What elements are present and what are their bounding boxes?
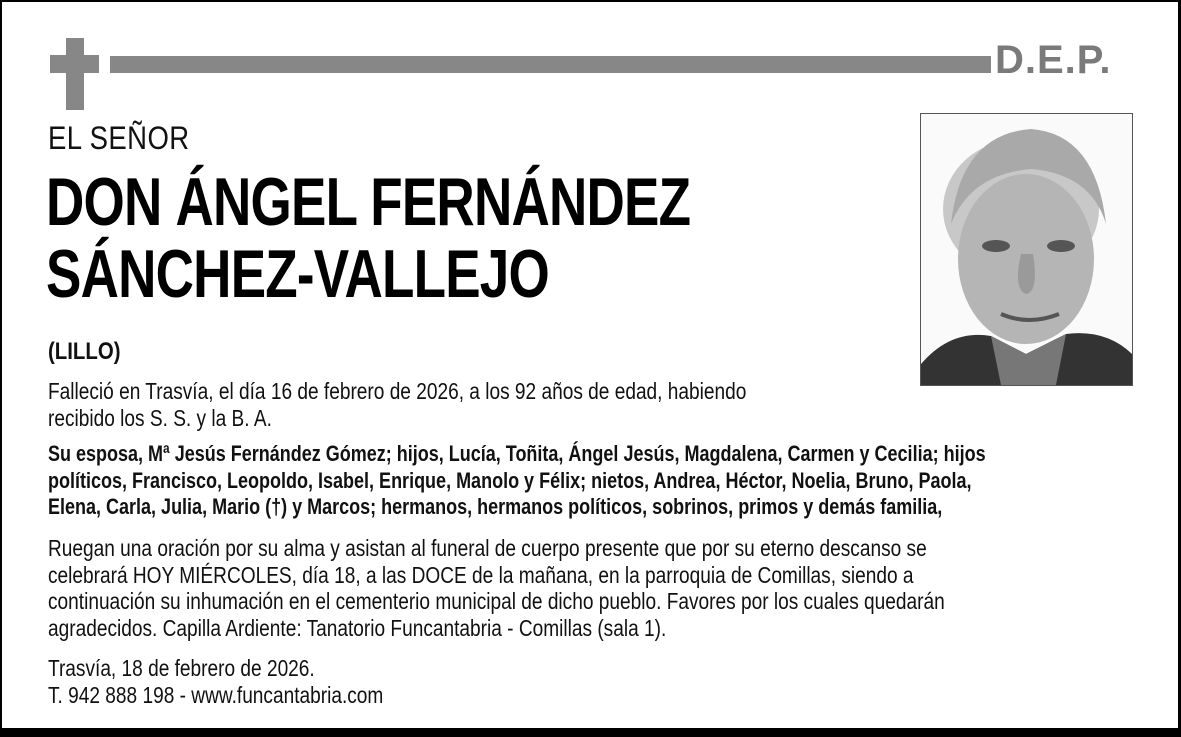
latin-cross-icon bbox=[66, 38, 84, 110]
funeral-line: continuación su inhumación en el cementerio municipal de dicho pueblo. Favores por los cuales quedarán bbox=[48, 588, 945, 614]
family-line: Su esposa, Mª Jesús Fernández Gómez; hijos, Lucía, Toñita, Ángel Jesús, Magdalena, Carmen y Cecilia; hijos bbox=[48, 441, 986, 466]
family-line: políticos, Francisco, Leopoldo, Isabel, Enrique, Manolo y Félix; nietos, Andrea, Héctor, Noelia, Bruno, Paola, bbox=[48, 467, 972, 493]
death-notice-line: recibido los S. S. y la B. A. bbox=[48, 404, 272, 431]
dep-label: D.E.P. bbox=[995, 38, 1112, 82]
latin-cross-icon-arm bbox=[50, 55, 99, 73]
bottom-border bbox=[0, 728, 1181, 737]
deceased-alias: (LILLO) bbox=[48, 338, 121, 365]
deceased-photo bbox=[920, 113, 1133, 386]
funeral-line: celebrará HOY MIÉRCOLES, día 18, a las DOCE de la mañana, en la parroquia de Comillas, siendo a bbox=[48, 561, 914, 588]
family-list bbox=[48, 441, 986, 521]
deceased-name-line-2: SÁNCHEZ-VALLEJO bbox=[46, 236, 550, 312]
funeral-details bbox=[48, 535, 945, 641]
funeral-line: agradecidos. Capilla Ardiente: Tanatorio Funcantabria - Comillas (sala 1). bbox=[48, 614, 667, 641]
death-notice-line: Falleció en Trasvía, el día 16 de febrero de 2026, a los 92 años de edad, habiendo bbox=[48, 378, 747, 404]
death-notice bbox=[48, 378, 746, 431]
portrait-image bbox=[921, 114, 1132, 385]
footer bbox=[48, 655, 383, 708]
deceased-name-line-1: DON ÁNGEL FERNÁNDEZ bbox=[46, 164, 691, 240]
header-rule bbox=[110, 56, 991, 73]
deceased-prefix: EL SEÑOR bbox=[48, 120, 190, 156]
obituary-notice bbox=[2, 2, 1178, 728]
funeral-line: Ruegan una oración por su alma y asistan al funeral de cuerpo presente que por su eterno descanso se bbox=[48, 535, 927, 561]
family-line: Elena, Carla, Julia, Mario (†) y Marcos; hermanos, hermanos políticos, sobrinos, primos y demás familia, bbox=[48, 494, 943, 519]
contact-info: T. 942 888 198 - www.funcantabria.com bbox=[48, 681, 384, 708]
deceased-name bbox=[46, 166, 690, 310]
place-date: Trasvía, 18 de febrero de 2026. bbox=[48, 655, 315, 681]
